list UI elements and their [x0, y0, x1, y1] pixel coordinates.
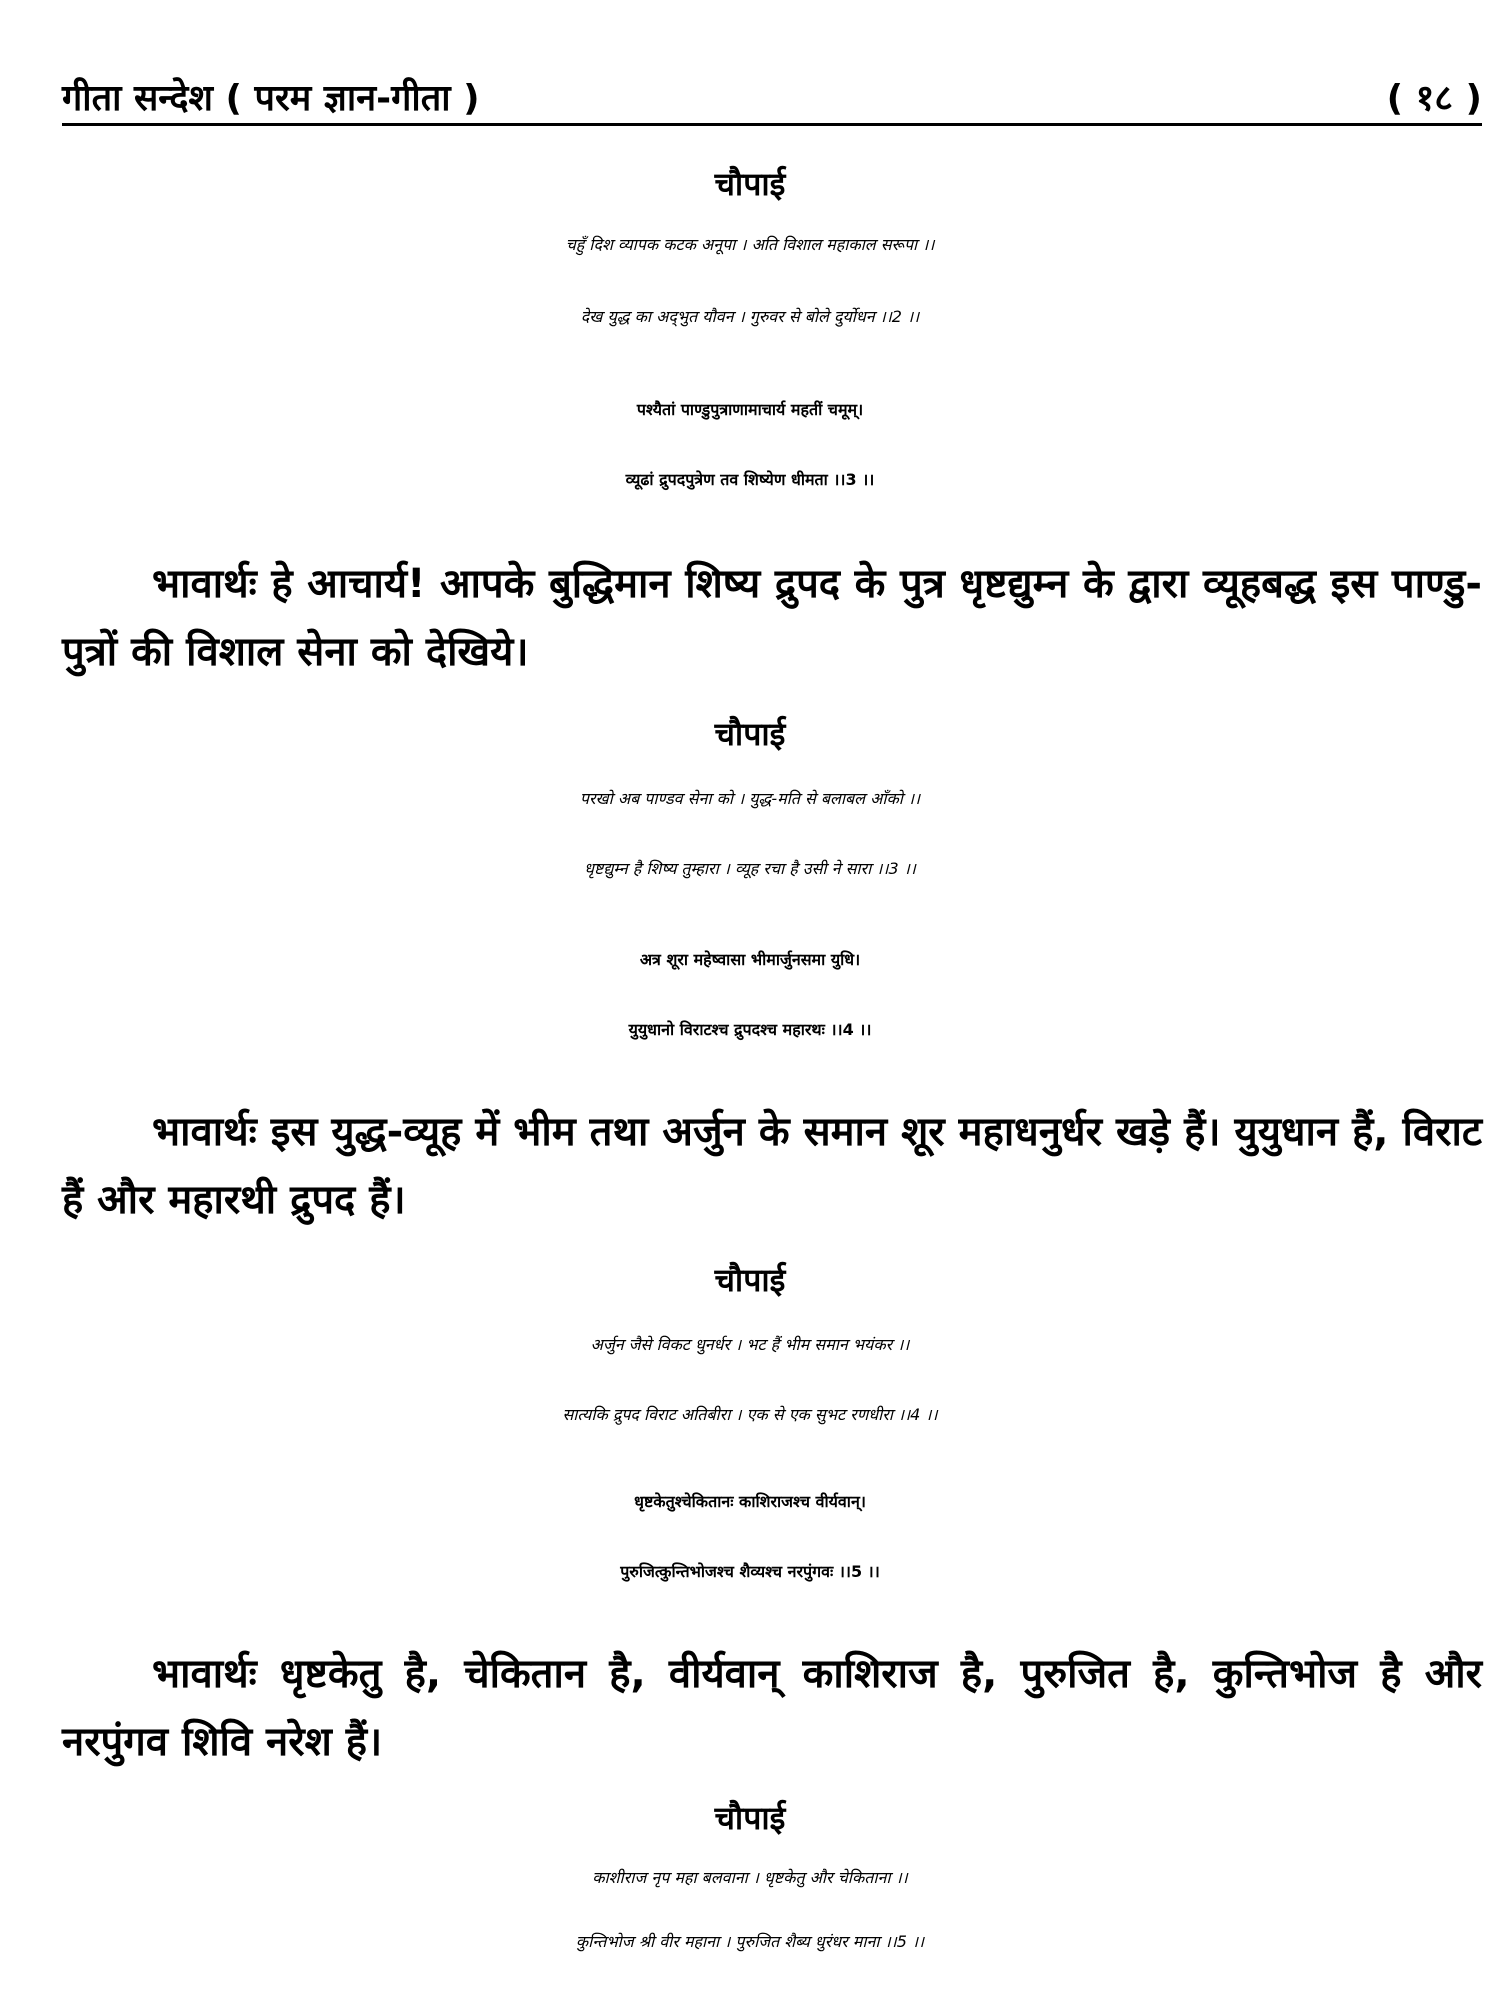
shloka-line: अत्र शूरा महेष्वासा भीमार्जुनसमा युधि। — [639, 950, 861, 969]
bhavarth-label: भावार्थः — [152, 1109, 257, 1155]
shloka-line: धृष्टकेतुश्चेकितानः काशिराजश्च वीर्यवान्। — [634, 1492, 866, 1511]
chaupai-line: चहुँ दिश व्यापक कटक अनूपा । अति विशाल महाकाल सरूपा ।। — [565, 235, 935, 254]
shloka-line: व्यूढां द्रुपदपुत्रेण तव शिष्येण धीमता ।।3 ।। — [625, 470, 875, 489]
bhavarth-paragraph — [62, 1640, 1482, 1780]
shloka-line: पश्यैतां पाण्डुपुत्राणामाचार्य महतीं चमूम्। — [636, 400, 864, 419]
bhavarth-paragraph — [62, 550, 1482, 690]
chaupai-line: धृष्टद्युम्न है शिष्य तुम्हारा । व्यूह रचा है उसी ने सारा ।।3 ।। — [584, 859, 916, 878]
chaupai-line: कुन्तिभोज श्री वीर महाना । पुरुजित शैब्य धुरंधर माना ।।5 ।। — [575, 1932, 925, 1951]
chaupai-heading: चौपाई — [714, 1261, 786, 1299]
bhavarth-label: भावार्थः — [152, 561, 257, 607]
chaupai-line: अर्जुन जैसे विकट धुनर्धर । भट हैं भीम समान भयंकर ।। — [590, 1335, 910, 1354]
chaupai-heading: चौपाई — [714, 1799, 786, 1837]
bhavarth-label: भावार्थः — [152, 1651, 257, 1697]
bhavarth-text: हे आचार्य! आपके बुद्धिमान शिष्य द्रुपद के पुत्र धृष्टद्युम्न के द्वारा व्यूहबद्ध इस पाण्डु-पुत्रों की विशाल सेना को देखिये। — [62, 561, 1482, 675]
header-rule — [62, 123, 1482, 126]
bhavarth-text: इस युद्ध-व्यूह में भीम तथा अर्जुन के समान शूर महाधनुर्धर खड़े हैं। युयुधान हैं, विराट हैं और महारथी द्रुपद हैं। — [62, 1109, 1482, 1223]
chaupai-heading: चौपाई — [714, 165, 786, 203]
page-number: ( १८ ) — [1386, 78, 1482, 119]
header-title: गीता सन्देश ( परम ज्ञान-गीता ) — [62, 78, 480, 119]
page-header — [62, 68, 1482, 128]
shloka-line: पुरुजित्कुन्तिभोजश्च शैव्यश्च नरपुंगवः ।।5 ।। — [620, 1562, 880, 1581]
bhavarth-text: धृष्टकेतु है, चेकितान है, वीर्यवान् काशिराज है, पुरुजित है, कुन्तिभोज है और नरपुंगव शिवि नरेश हैं। — [62, 1651, 1482, 1765]
chaupai-line: सात्यकि द्रुपद विराट अतिबीरा । एक से एक सुभट रणधीरा ।।4 ।। — [562, 1405, 938, 1424]
chaupai-line: परखो अब पाण्डव सेना को । युद्ध-मति से बलाबल आँको ।। — [579, 789, 921, 808]
chaupai-line: काशीराज नृप महा बलवाना । धृष्टकेतु और चेकिताना ।। — [592, 1868, 908, 1887]
bhavarth-paragraph — [62, 1098, 1482, 1238]
shloka-line: युयुधानो विराटश्च द्रुपदश्च महारथः ।।4 ।। — [628, 1020, 872, 1039]
chaupai-line: देख युद्ध का अद्‌भुत यौवन । गुरुवर से बोले दुर्योधन ।।2 ।। — [580, 307, 920, 326]
chaupai-heading: चौपाई — [714, 715, 786, 753]
